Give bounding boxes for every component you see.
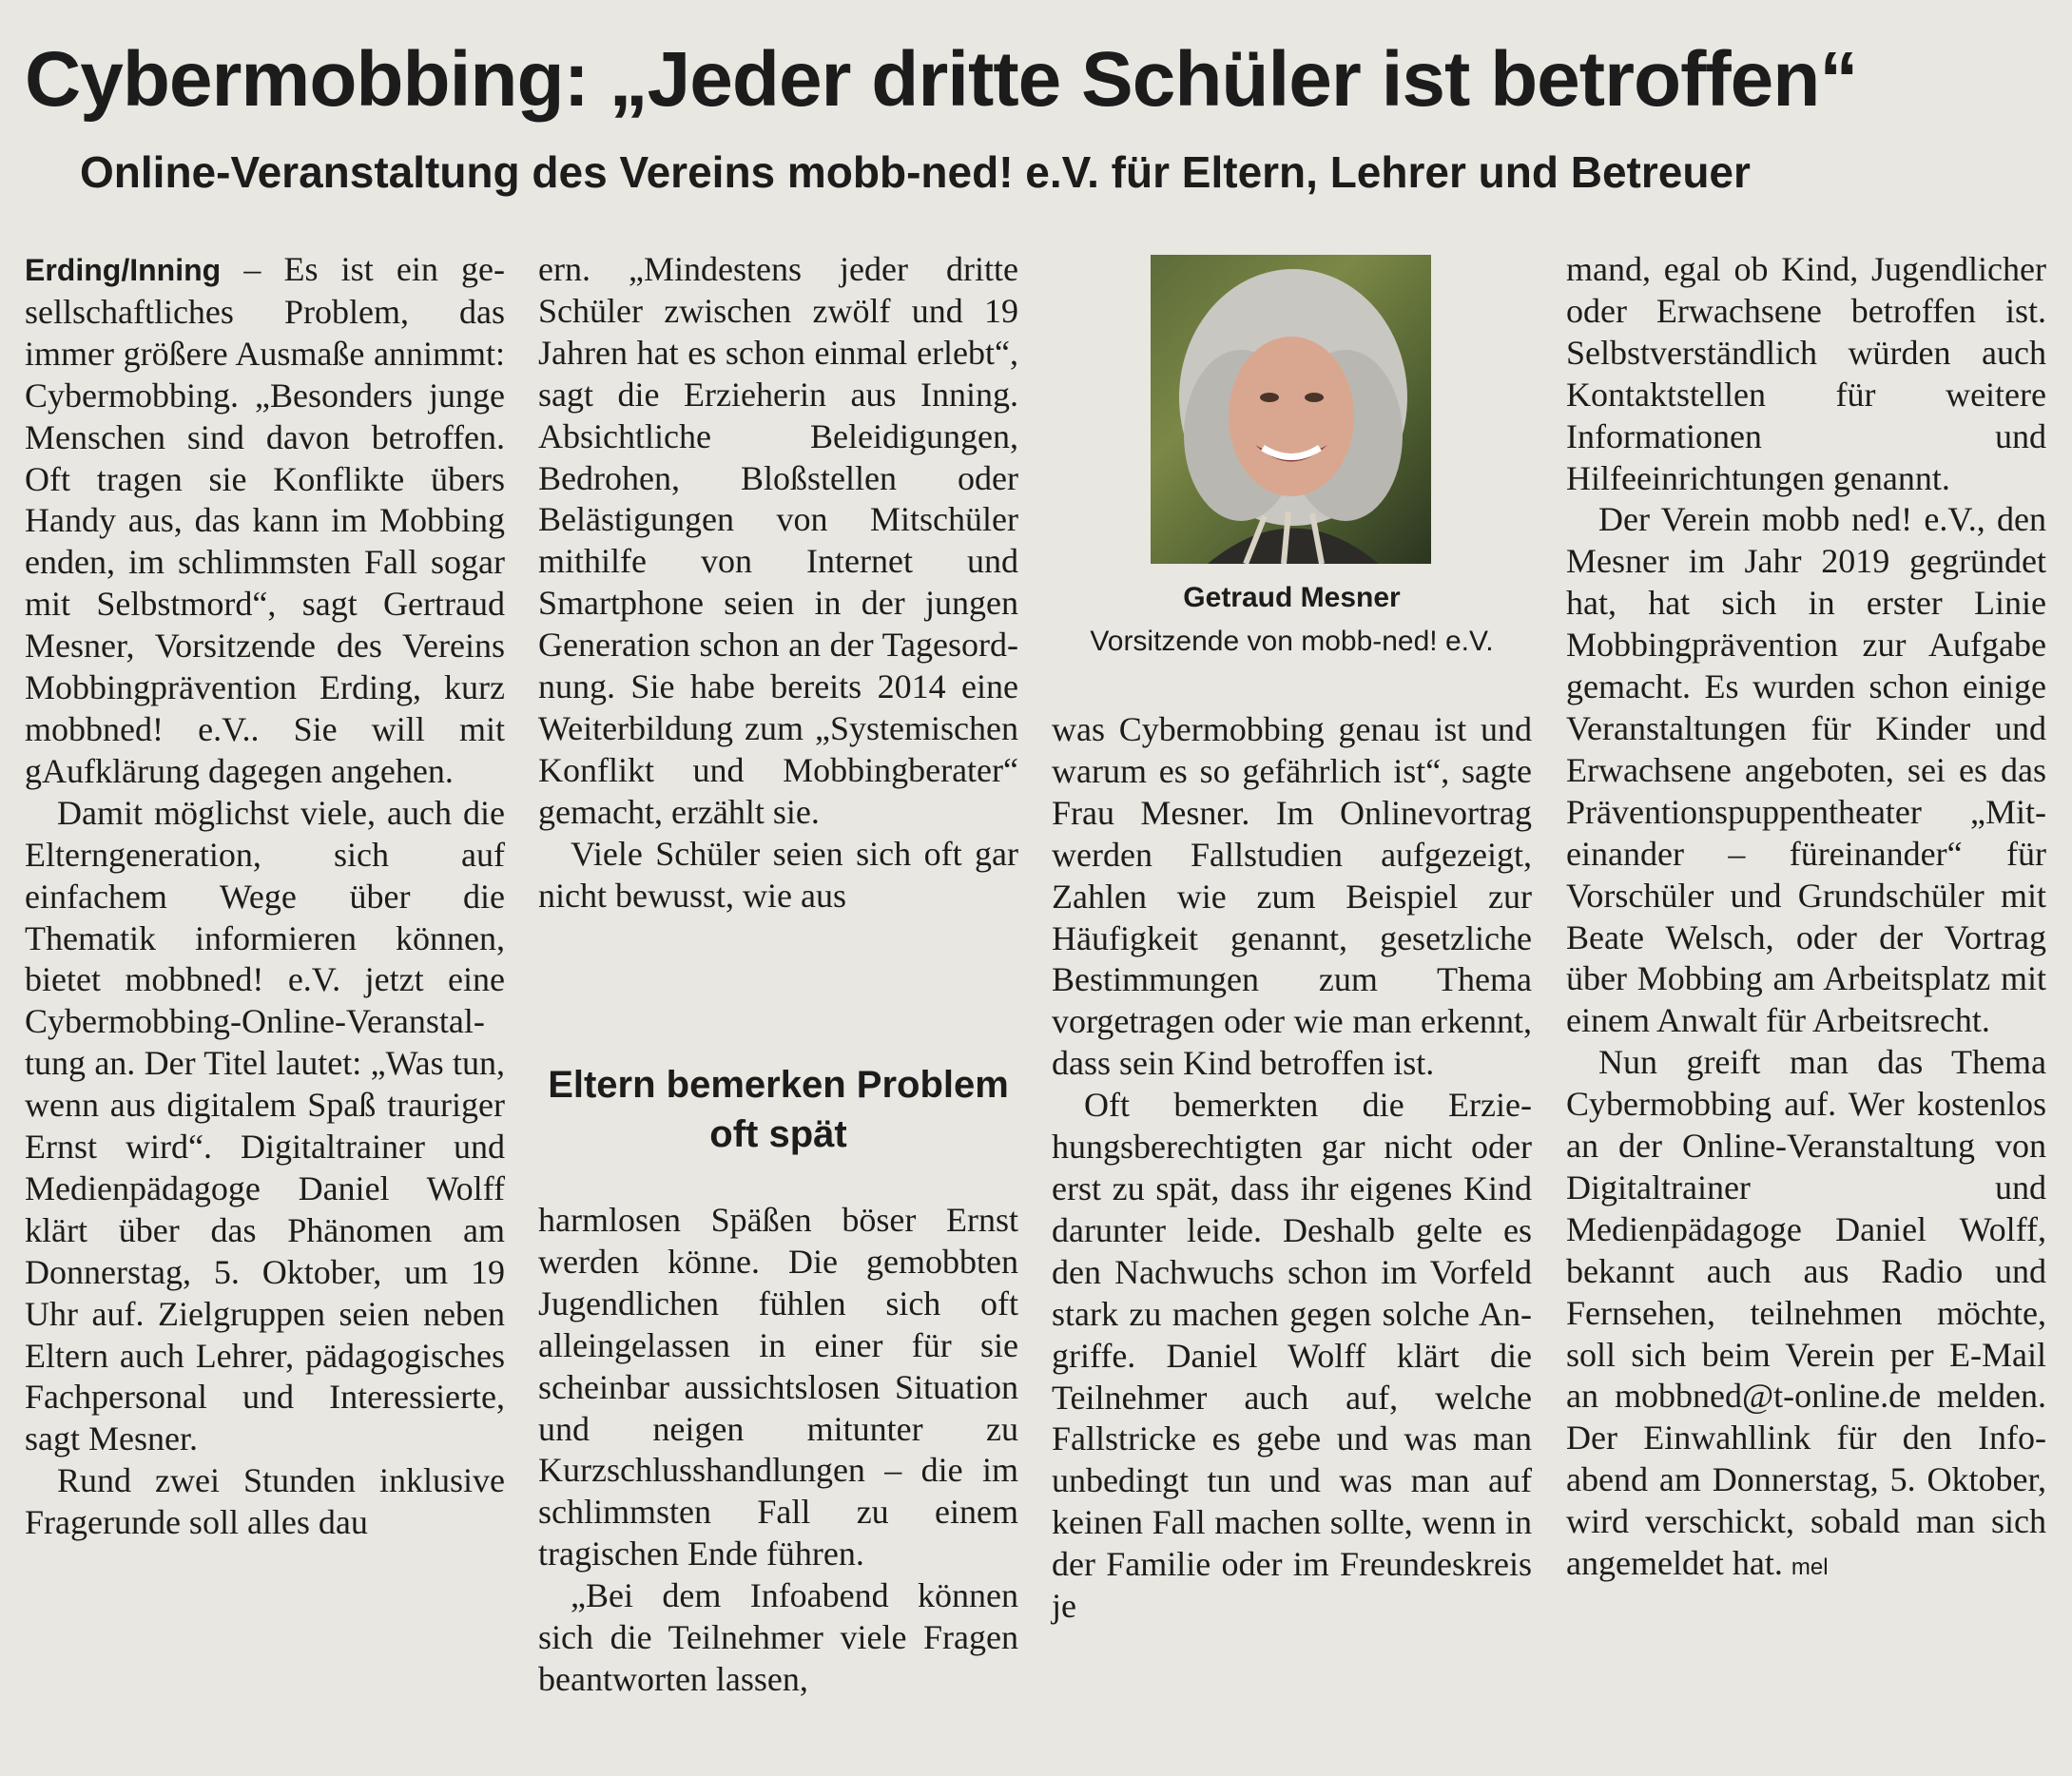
paragraph: Rund zwei Stunden inklusive Fragerunde soll alles dau [25, 1461, 505, 1542]
column-2 [538, 249, 1018, 917]
subheading: Eltern bemerken Problem oft spät [548, 1064, 1009, 1155]
column-4 [1566, 249, 2046, 1589]
paragraph: ern. „Mindestens jeder dritte Schüler zwischen zwölf und 19 Jahren hat es schon einmal erlebt“, sagt die Erzieherin aus Inning. Absichtliche Beleidigungen, Bedrohen, Bloßstellen oder Belästigungen von Mitschüler mithilfe von Internet und Smartphone seien in der jungen Generation schon an der Tagesordnung. Sie habe bereits 2014 eine Weiterbildung zum „Systemischen Konflikt und Mobbingberater“ gemacht, erzählt sie. [538, 250, 1018, 831]
paragraph [25, 249, 505, 793]
photo-caption-name: Getraud Mesner [1183, 582, 1401, 613]
paragraph: mand, egal ob Kind, Jugendlicher oder Erwachsene betroffen ist. Selbstverständlich würden auch Kontaktstellen für weitere Informationen und Hilfeeinrichtungen genannt. [1566, 250, 2046, 497]
portrait-photo [1151, 255, 1431, 564]
column-2-continued [538, 1200, 1018, 1701]
paragraph: Der Verein mobb ned! e.V., den Mesner im Jahr 2019 gegründet hat, hat sich in erster Linie Mobbingprävention zur Aufgabe gemacht. Es wurden schon einige Veranstaltungen für Kinder und Erwachsene angeboten, sei es das Präventionspuppentheater „Miteinander – füreinander“ für Vorschüler und Grundschüler mit Beate Welsch, oder der Vortrag über Mobbing am Arbeitsplatz mit einem Anwalt für Arbeitsrecht. [1566, 500, 2046, 1040]
paragraph: Viele Schüler seien sich oft gar nicht bewusst, wie aus [538, 834, 1018, 915]
paragraph: Oft bemerkten die Erziehungsberechtigten gar nicht oder erst zu spät, dass ihr eigenes Kind darunter leide. Deshalb gelte es den Nachwuchs schon im Vorfeld stark zu machen gegen solche Angriffe. Daniel Wolff klärt die Teilnehmer auch auf, welche Fallstricke es gebe und was man unbedingt tun und was man auf keinen Fall machen sollte, wenn in der Familie oder im Freundeskreis je [1052, 1086, 1532, 1626]
paragraph: harmlosen Späßen böser Ernst werden könne. Die gemobbten Jugendlichen fühlen sich oft alleingelassen in einer für sie scheinbar aussichtslosen Situation und neigen mitunter zu Kurzschlusshandlungen – die im schlimmsten Fall zu einem tragischen Ende führen. [538, 1201, 1018, 1573]
photo-caption-role: Vorsitzende von mobb-ned! e.V. [1090, 626, 1494, 657]
column-3 [1052, 709, 1532, 1628]
dateline: Erding/Inning [25, 253, 222, 287]
paragraph [1566, 1042, 2046, 1589]
paragraph-text: – Es ist ein gesellschaftliches Problem, das immer größere Ausmaße annimmt: Cybermobbing. „Besonders junge Menschen sind davon betroffen. Oft tragen sie Konflikte übers Handy aus, das kann im Mobbing enden, im schlimmsten Fall sogar mit Selbstmord“, sagt Gertraud Mesner, Vorsitzende des Vereins Mobbingprävention Erding, kurz mobbned! e.V.. Sie will mit gAufklärung dagegen angehen. [25, 250, 505, 790]
author-initials: mel [1791, 1554, 1829, 1581]
subheadline: Online-Veranstaltung des Vereins mobb-ned! e.V. für Eltern, Lehrer und Betreuer [80, 147, 1751, 197]
column-1 [25, 249, 505, 1544]
paragraph-text: Nun greift man das Thema Cybermobbing auf. Wer kostenlos an der Online-Veranstaltung von Digitaltrainer und Medienpädagoge Daniel Wolff, bekannt auch aus Radio und Fernsehen, teilnehmen möchte, soll sich beim Verein per E-Mail an mobbned@t-online.de melden. Der Einwahllink für den Infoabend am Donnerstag, 5. Oktober, wird verschickt, sobald man sich angemeldet hat. [1566, 1043, 2046, 1583]
paragraph: Damit möglichst viele, auch die Elterngeneration, sich auf einfachem Wege über die Thematik informieren können, bietet mobbned! e.V. jetzt eine Cybermobbing-Online-Veranstaltung an. Der Titel lautet: „Was tun, wenn aus digitalem Spaß trauriger Ernst wird“. Digitaltrainer und Medienpädagoge Daniel Wolff klärt über das Phänomen am Donnerstag, 5. Oktober, um 19 Uhr auf. Zielgruppen seien neben Eltern auch Lehrer, pädagogisches Fachpersonal und Interessierte, sagt Mesner. [25, 793, 505, 1458]
headline: Cybermobbing: „Jeder dritte Schüler ist betroffen“ [25, 36, 1858, 123]
paragraph: was Cybermobbing genau ist und warum es so gefährlich ist“, sagte Frau Mesner. Im Onlinevortrag werden Fallstudien aufgezeigt, Zahlen wie zum Beispiel zur Häufigkeit genannt, gesetzliche Bestimmungen zum Thema vorgetragen oder wie man erkennt, dass sein Kind betroffen ist. [1052, 710, 1532, 1083]
paragraph: „Bei dem Infoabend können sich die Teilnehmer viele Fragen beantworten lassen, [538, 1576, 1018, 1698]
